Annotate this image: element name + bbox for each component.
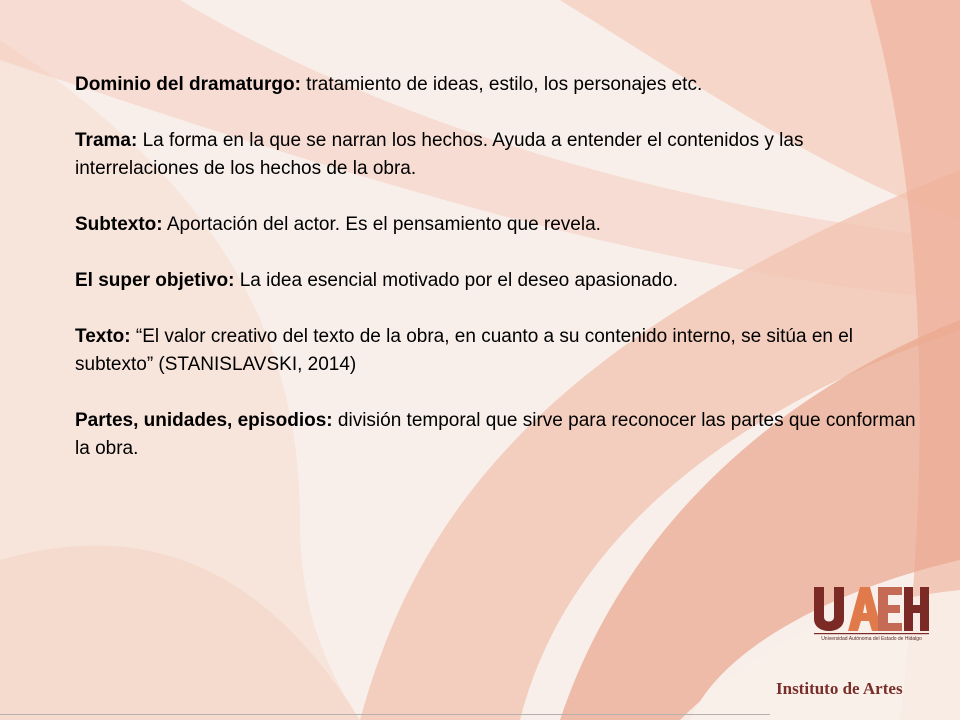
definition-text: “El valor creativo del texto de la obra, en cuanto a su contenido interno, se sitúa en el subtexto” (STANISLAVSKI, 2014) bbox=[75, 326, 854, 375]
logo-letter-a bbox=[848, 587, 882, 631]
term-label: Trama: bbox=[75, 130, 138, 151]
logo-underline bbox=[814, 633, 929, 634]
logo-letter-h bbox=[904, 587, 929, 631]
definition-text: división temporal que sirve para reconocer las partes que conforman la obra. bbox=[75, 410, 916, 459]
definition-subtexto bbox=[75, 211, 920, 239]
definition-text: La idea esencial motivado por el deseo apasionado. bbox=[234, 270, 679, 291]
logo-letter-e bbox=[878, 587, 902, 631]
logo-letter-u bbox=[814, 587, 844, 631]
logo-subtitle: Universidad Autónoma del Estado de Hidalgo bbox=[821, 636, 922, 642]
institute-name: Instituto de Artes bbox=[776, 679, 903, 698]
slide-body bbox=[75, 71, 920, 491]
definition-text: Aportación del actor. Es el pensamiento que revela. bbox=[162, 214, 601, 235]
term-label: Dominio del dramaturgo: bbox=[75, 74, 301, 95]
definition-text: tratamiento de ideas, estilo, los personajes etc. bbox=[300, 74, 703, 95]
definition-super-objetivo bbox=[75, 267, 920, 295]
uaeh-logo bbox=[812, 583, 930, 643]
term-label: Partes, unidades, episodios: bbox=[75, 410, 333, 431]
term-label: Subtexto: bbox=[75, 214, 163, 235]
footer-divider bbox=[0, 714, 770, 715]
definition-text: La forma en la que se narran los hechos. Ayuda a entender el contenidos y las interrelaciones de los hechos de la obra. bbox=[75, 130, 804, 179]
definition-texto bbox=[75, 323, 920, 379]
term-label: Texto: bbox=[75, 326, 131, 347]
definition-dramaturgo bbox=[75, 71, 920, 99]
definition-partes bbox=[75, 407, 920, 463]
definition-trama bbox=[75, 127, 920, 183]
term-label: El super objetivo: bbox=[75, 270, 235, 291]
